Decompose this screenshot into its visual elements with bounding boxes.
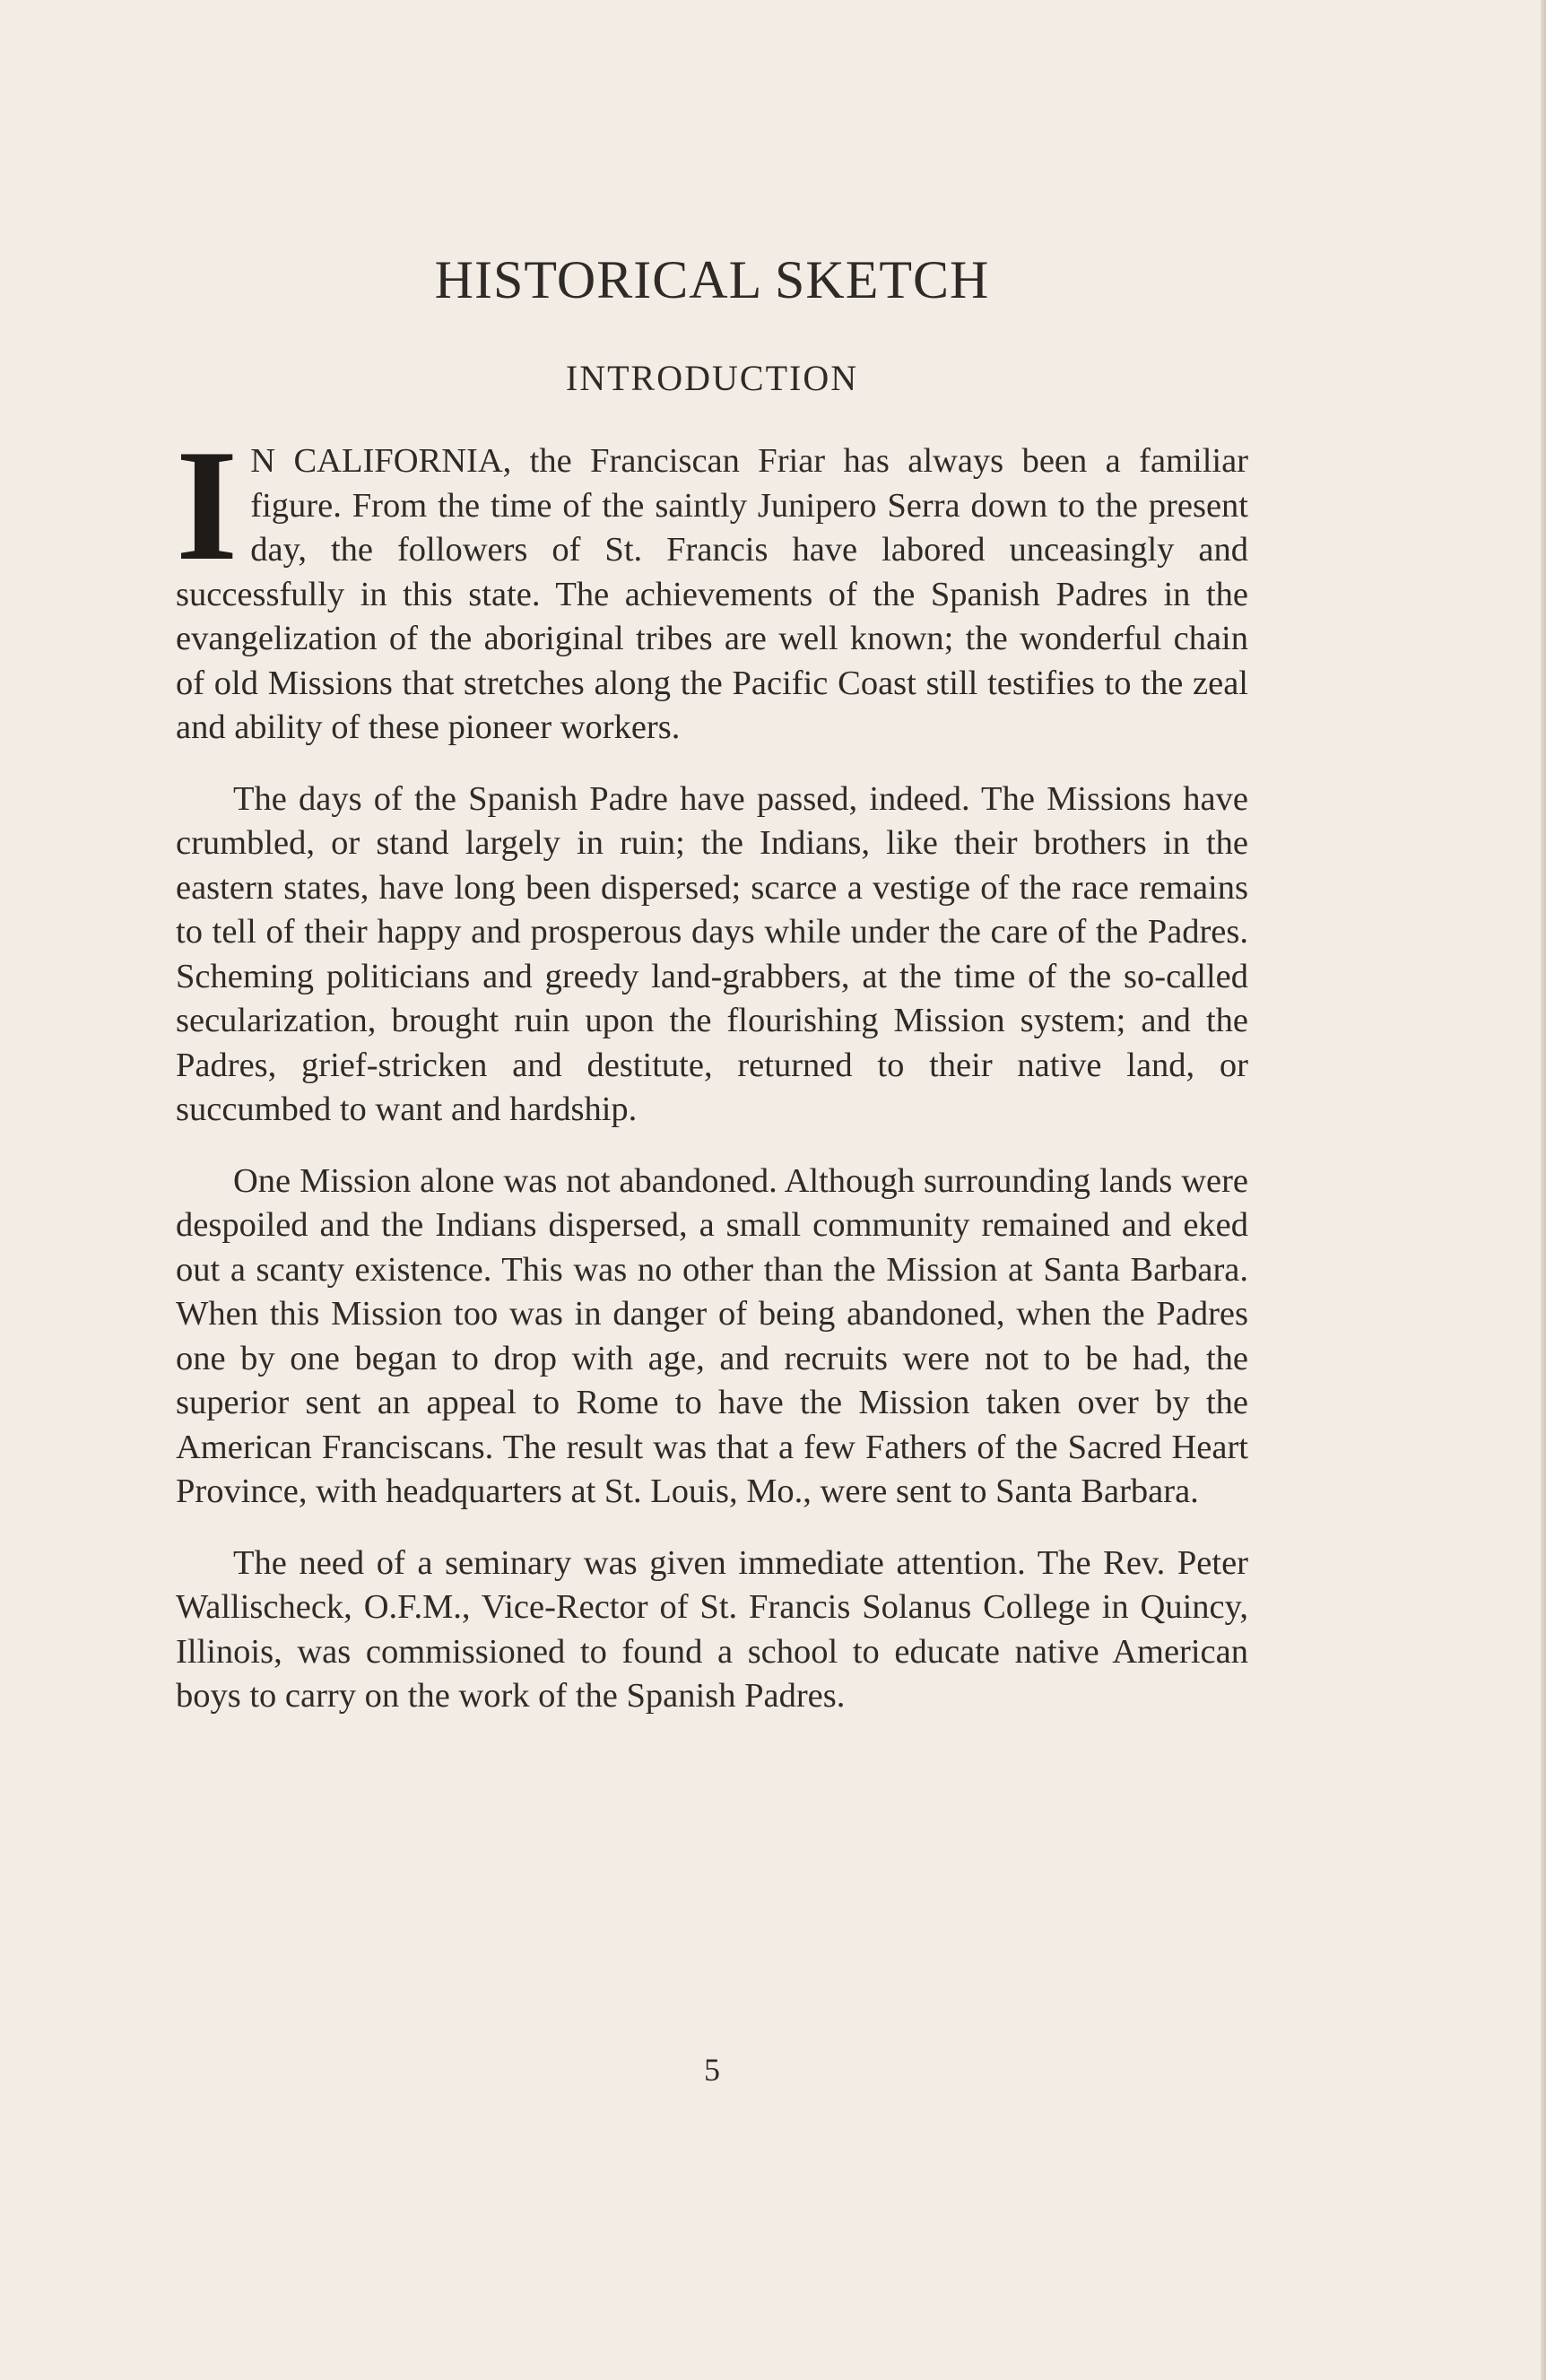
paragraph-2: The days of the Spanish Padre have passed, indeed. The Missions have crumbled, or stand largely in ruin; the Indians, like their brothers in the eastern states, have long been dispersed; scarce a vestige of the race remains to tell of their happy and prosperous days while under the care of the Padres. Scheming politicians and greedy land-grabbers, at the time of the so-called secularization, brought ruin upon the flourishing Mission system; and the Padres, grief-stricken and destitute, returned to their native land, or succumbed to want and hardship. <box>176 779 1248 1128</box>
page-number: 5 <box>704 2052 720 2088</box>
paragraph-1-text: N CALIFORNIA, the Franciscan Friar has always been a familiar figure. From the time of the saintly Junipero Serra down to the present day, the followers of St. Francis have labored unceasingly and successfully in this state. The achievements of the Spanish Padres in the evangelization of the aboriginal tribes are well known; the wonderful chain of old Missions that stretches along the Pacific Coast still testifies to the zeal and ability of these pioneer workers. <box>176 442 1248 746</box>
drop-cap: I <box>176 416 239 594</box>
page-edge <box>1541 0 1546 2380</box>
document-page <box>176 0 1248 2380</box>
page-title: HISTORICAL SKETCH <box>434 250 990 309</box>
paragraph-3: One Mission alone was not abandoned. Although surrounding lands were despoiled and the Indians dispersed, a small community remained and eked out a scanty existence. This was no other than the Mission at Santa Barbara. When this Mission too was in danger of being abandoned, when the Padres one by one began to drop with age, and recruits were not to be had, the superior sent an appeal to Rome to have the Mission taken over by the American Franciscans. The result was that a few Fathers of the Sacred Heart Province, with headquarters at St. Louis, Mo., were sent to Santa Barbara. <box>176 1161 1248 1510</box>
paragraph-4: The need of a seminary was given immediate attention. The Rev. Peter Wallischeck, O.F.M., Vice-Rector of St. Francis Solanus College in Quincy, Illinois, was commissioned to found a school to educate native American boys to carry on the work of the Spanish Padres. <box>176 1543 1248 1715</box>
body-text <box>176 416 1248 1746</box>
paragraph-1 <box>176 416 1248 751</box>
section-heading: INTRODUCTION <box>565 358 859 398</box>
